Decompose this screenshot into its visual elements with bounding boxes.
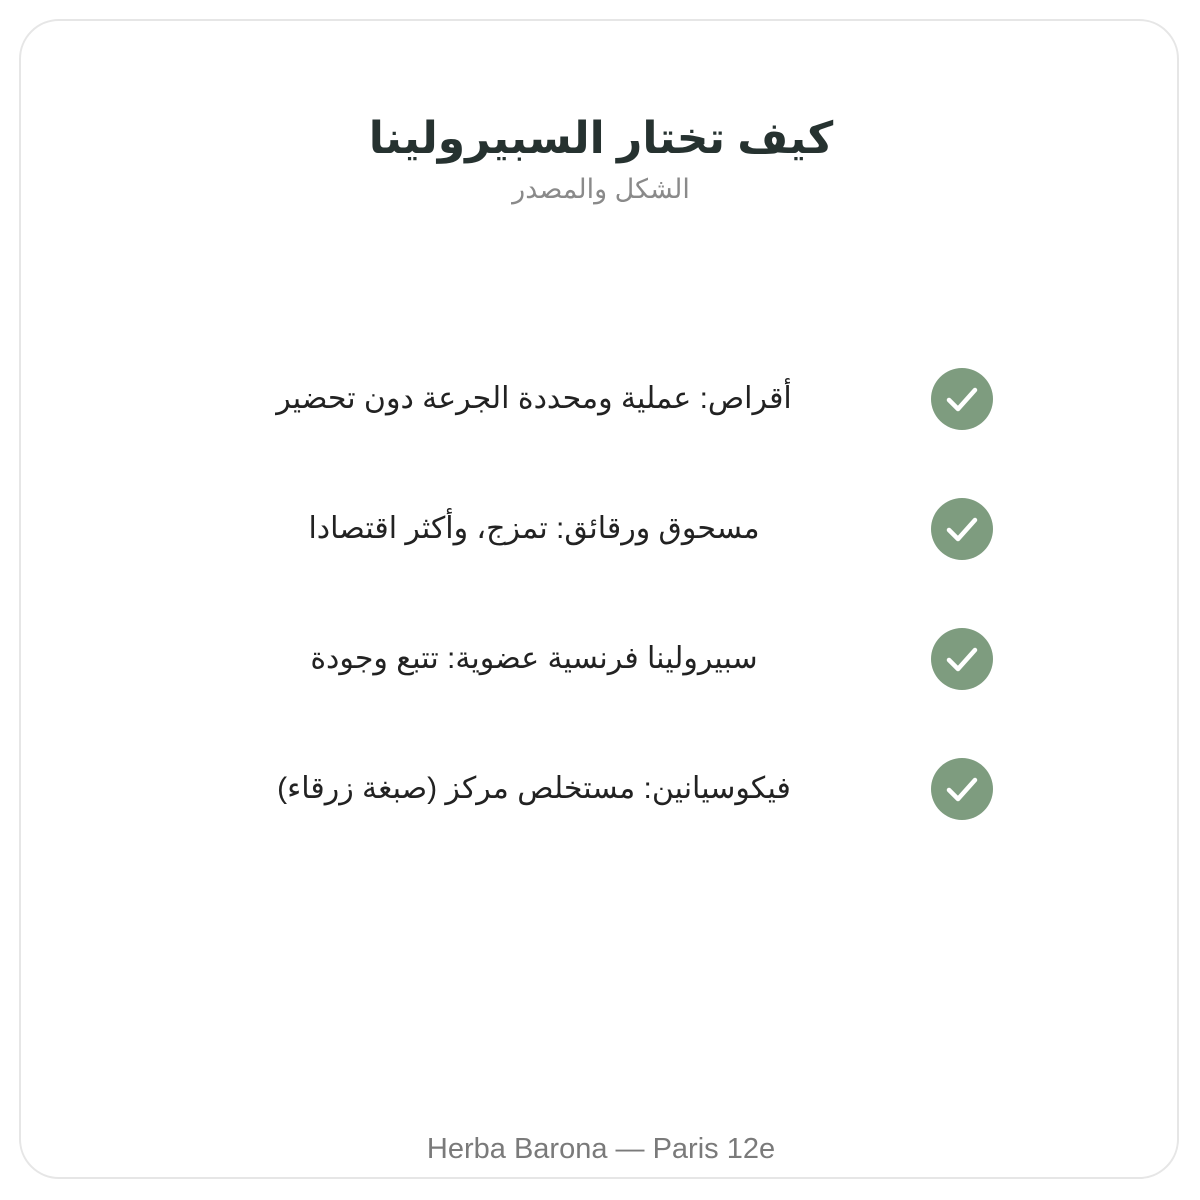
page-title: كيف تختار السبيرولينا (368, 114, 834, 163)
page-subtitle: الشكل والمصدر (512, 174, 690, 204)
list-item-label: فيكوسيانين: مستخلص مركز (صبغة زرقاء) (277, 772, 791, 805)
list-item (21, 498, 1181, 560)
list-item (21, 758, 1181, 820)
list-item-label: أقراص: عملية ومحددة الجرعة دون تحضير (276, 382, 792, 415)
footer-brand: Herba Barona — Paris 12e (426, 1133, 776, 1165)
check-circle-icon (931, 758, 993, 820)
check-circle-icon (931, 368, 993, 430)
card (19, 19, 1179, 1179)
list-item-label: سبيرولينا فرنسية عضوية: تتبع وجودة (310, 642, 758, 675)
list-item (21, 368, 1181, 430)
check-circle-icon (931, 498, 993, 560)
check-circle-icon (931, 628, 993, 690)
list-item (21, 628, 1181, 690)
list-item-label: مسحوق ورقائق: تمزج، وأكثر اقتصادا (308, 512, 760, 545)
